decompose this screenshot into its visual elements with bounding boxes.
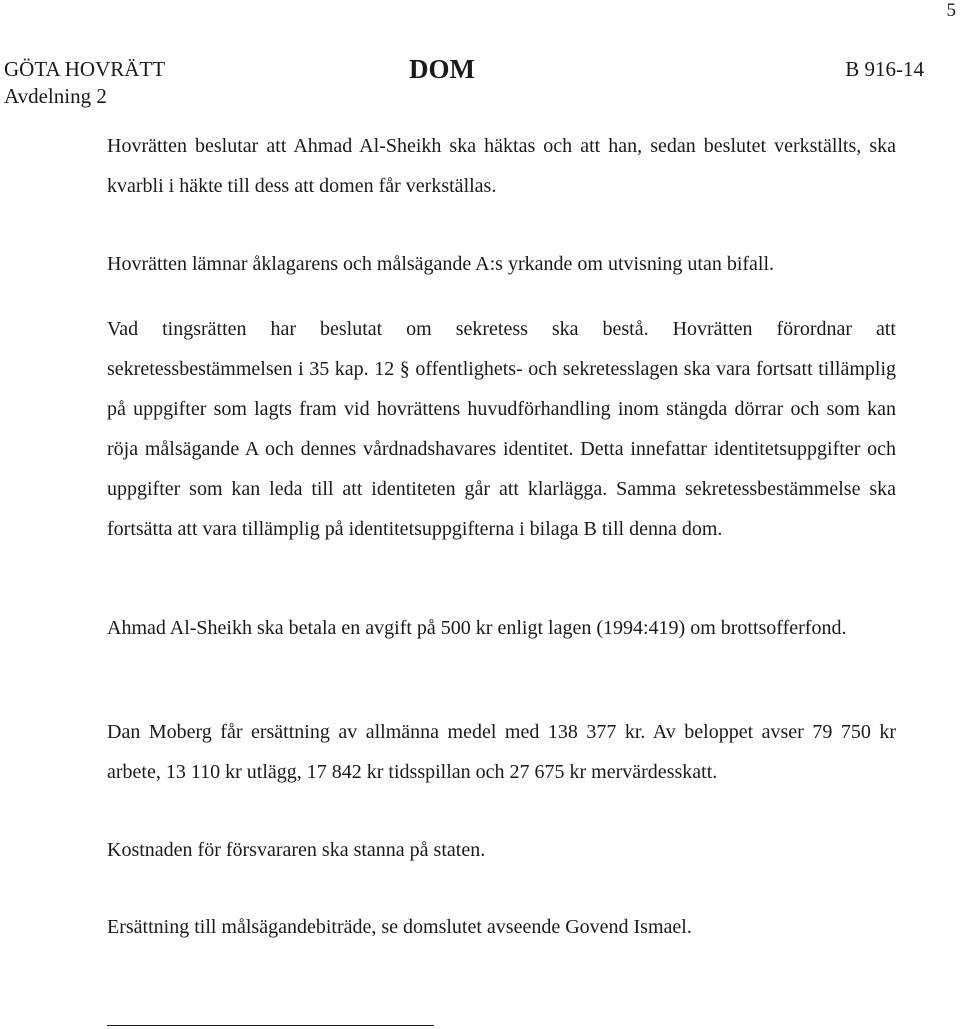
document-header-left: [4, 56, 165, 110]
paragraph-defense-compensation: Dan Moberg får ersättning av allmänna medel med 138 377 kr. Av beloppet avser 79 750 kr arbete, 13 110 kr utlägg, 17 842 kr tidsspillan och 27 675 kr mervärdesskatt.: [107, 721, 896, 783]
document-title: DOM: [409, 54, 475, 84]
court-name: GÖTA HOVRÄTT: [4, 57, 166, 81]
paragraph-detention: Hovrätten beslutar att Ahmad Al-Sheikh ska häktas och att han, sedan beslutet verkställts, ska kvarbli i häkte till dess att domen får verkställas.: [107, 135, 896, 197]
paragraph-victim-fund-fee: Ahmad Al-Sheikh ska betala en avgift på 500 kr enligt lagen (1994:419) om brottsofferfond.: [107, 617, 847, 639]
paragraph-expulsion: Hovrätten lämnar åklagarens och målsägande A:s yrkande om utvisning utan bifall.: [107, 253, 775, 275]
footnote-separator: [107, 1025, 434, 1026]
paragraph-confidentiality: Vad tingsrätten har beslutat om sekretess ska bestå. Hovrätten förordnar att sekretessbestämmelsen i 35 kap. 12 § offentlighets- och sekretesslagen ska vara fortsatt tillämplig på uppgifter som lagts fram vid hovrättens huvudförhandling inom stängda dörrar och som kan röja målsägande A och dennes vårdnadshavares identitet. Detta innefattar identitetsuppgifter och uppgifter som kan leda till att identiteten går att klarlägga. Samma sekretessbestämmelse ska fortsätta att vara tillämplig på identitetsuppgifterna i bilaga B till denna dom.: [107, 318, 896, 540]
court-division: Avdelning 2: [4, 84, 107, 108]
paragraph-defense-costs: Kostnaden för försvararen ska stanna på staten.: [107, 839, 486, 861]
page-number: 5: [946, 0, 956, 21]
paragraph-counsel-compensation: Ersättning till målsägandebiträde, se domslutet avseende Govend Ismael.: [107, 916, 692, 938]
case-number: B 916-14: [845, 57, 924, 81]
